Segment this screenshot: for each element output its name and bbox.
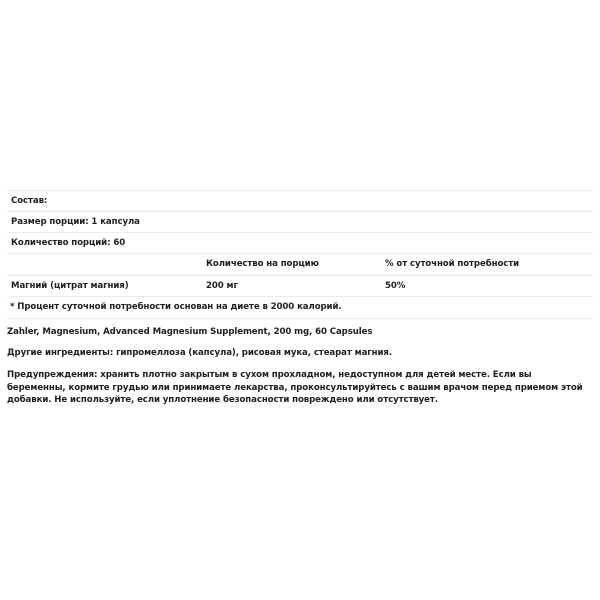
warnings: Предупреждения: хранить плотно закрытым в сухом прохладном, недоступном для детей месте. Если вы беременны, кормите грудью или принимаете лекарства, проконсультируйтесь с вашим врачом перед приемом этой добавки. Не используйте, если уплотнение безопасности повреждено или отсутствует. (7, 370, 583, 405)
facts-header-row (7, 191, 593, 212)
column-header-amount: Количество на порцию (206, 259, 319, 270)
facts-header: Состав: (11, 196, 48, 206)
table-row (7, 276, 593, 298)
nutrient-amount: 200 мг (206, 280, 238, 291)
servings-per-container-row (7, 233, 593, 254)
column-header-daily-value: % от суточной потребности (385, 259, 520, 270)
nutrient-daily-value: 50% (385, 280, 406, 291)
servings-per-container: Количество порций: 60 (11, 238, 126, 248)
serving-size: Размер порции: 1 капсула (11, 217, 140, 227)
nutrient-name: Магний (цитрат магния) (11, 280, 129, 291)
column-header-row (7, 254, 593, 276)
serving-size-row (7, 212, 593, 233)
product-title: Zahler, Magnesium, Advanced Magnesium Supplement, 200 mg, 60 Capsules (7, 327, 373, 337)
footnote-row (7, 297, 593, 319)
other-ingredients: Другие ингредиенты: гипромеллоза (капсула), рисовая мука, стеарат магния. (7, 348, 392, 358)
supplement-facts-table (7, 190, 593, 319)
footnote: * Процент суточной потребности основан на диете в 2000 калорий. (10, 302, 342, 313)
